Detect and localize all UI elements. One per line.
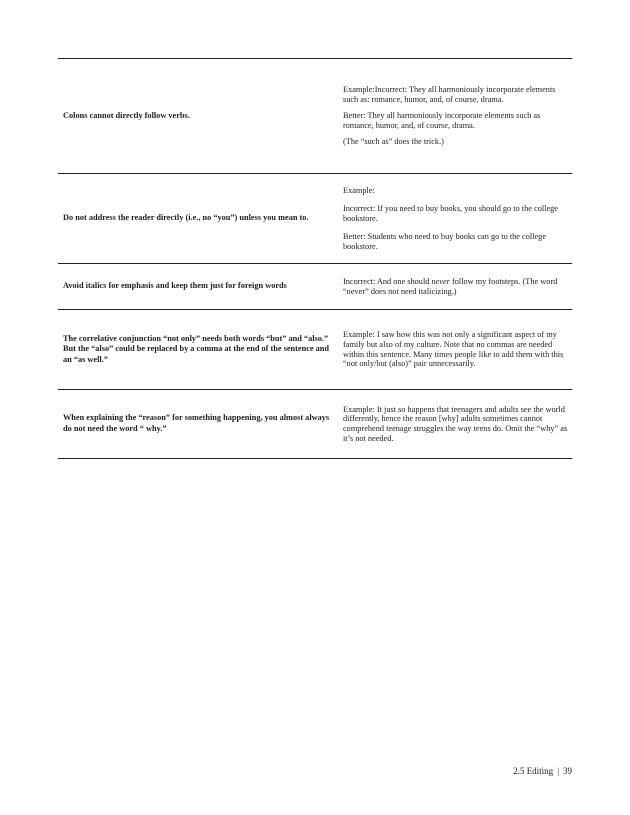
editing-rules-table	[58, 58, 572, 459]
example-text: (The “such as” does the trick.)	[343, 137, 444, 147]
example-text: Example:Incorrect: They all harmoniously incorporate elements such as: romance, humor, and, of course, drama.	[343, 85, 556, 104]
rule-text: Do not address the reader directly (i.e., no “you”) unless you mean to.	[63, 213, 309, 223]
example-text: Better: They all harmoniously incorporate elements such as romance, humor, and, of course, drama.	[343, 111, 541, 130]
footer-separator: |	[557, 766, 559, 776]
table-row	[58, 310, 572, 390]
rule-text: Avoid italics for emphasis and keep them just for foreign words	[63, 281, 287, 291]
example-cell	[338, 186, 572, 252]
table-row	[58, 174, 572, 264]
example-cell	[338, 330, 572, 368]
example-text	[343, 277, 568, 296]
example-cell	[338, 85, 572, 147]
table-row	[58, 59, 572, 174]
example-cell	[338, 405, 572, 443]
example-text: Example:	[343, 185, 375, 195]
rule-text: When explaining the “reason” for something happening, you almost always do not need the word “ why.”	[63, 413, 330, 433]
example-cell	[338, 277, 572, 296]
example-text: Example: It just so happens that teenagers and adults see the world differently, hence the reason [why] adults sometimes cannot comprehend teenage struggles the way teens do. Omit the “why” as it’s not needed.	[343, 404, 568, 443]
rule-text: The correlative conjunction “not only” needs both words “but” and “also.” But the “also” could be replaced by a comma at the end of the sentence and an “as well.”	[63, 333, 330, 364]
example-text: Incorrect: If you need to buy books, you should go to the college bookstore.	[343, 204, 558, 223]
example-prefix: Incorrect: And one should	[343, 276, 432, 286]
example-suffix: follow my footsteps. (The word “never” does not need italicizing.)	[343, 276, 558, 296]
page-footer	[513, 766, 572, 776]
rule-text: Colons cannot directly follow verbs.	[63, 110, 190, 120]
page-number: 39	[563, 766, 572, 776]
table-row	[58, 264, 572, 310]
example-text: Better: Students who need to buy books can go to the college bookstore.	[343, 232, 547, 251]
example-text: Example: I saw how this was not only a significant aspect of my family but also of my culture. Note that no commas are needed within this sentence. Many times people like to add them with this “not only/but (also)” pair unnecessarily.	[343, 330, 564, 369]
footer-section: 2.5 Editing	[513, 766, 554, 776]
table-row	[58, 390, 572, 459]
example-italic: never	[431, 276, 450, 286]
